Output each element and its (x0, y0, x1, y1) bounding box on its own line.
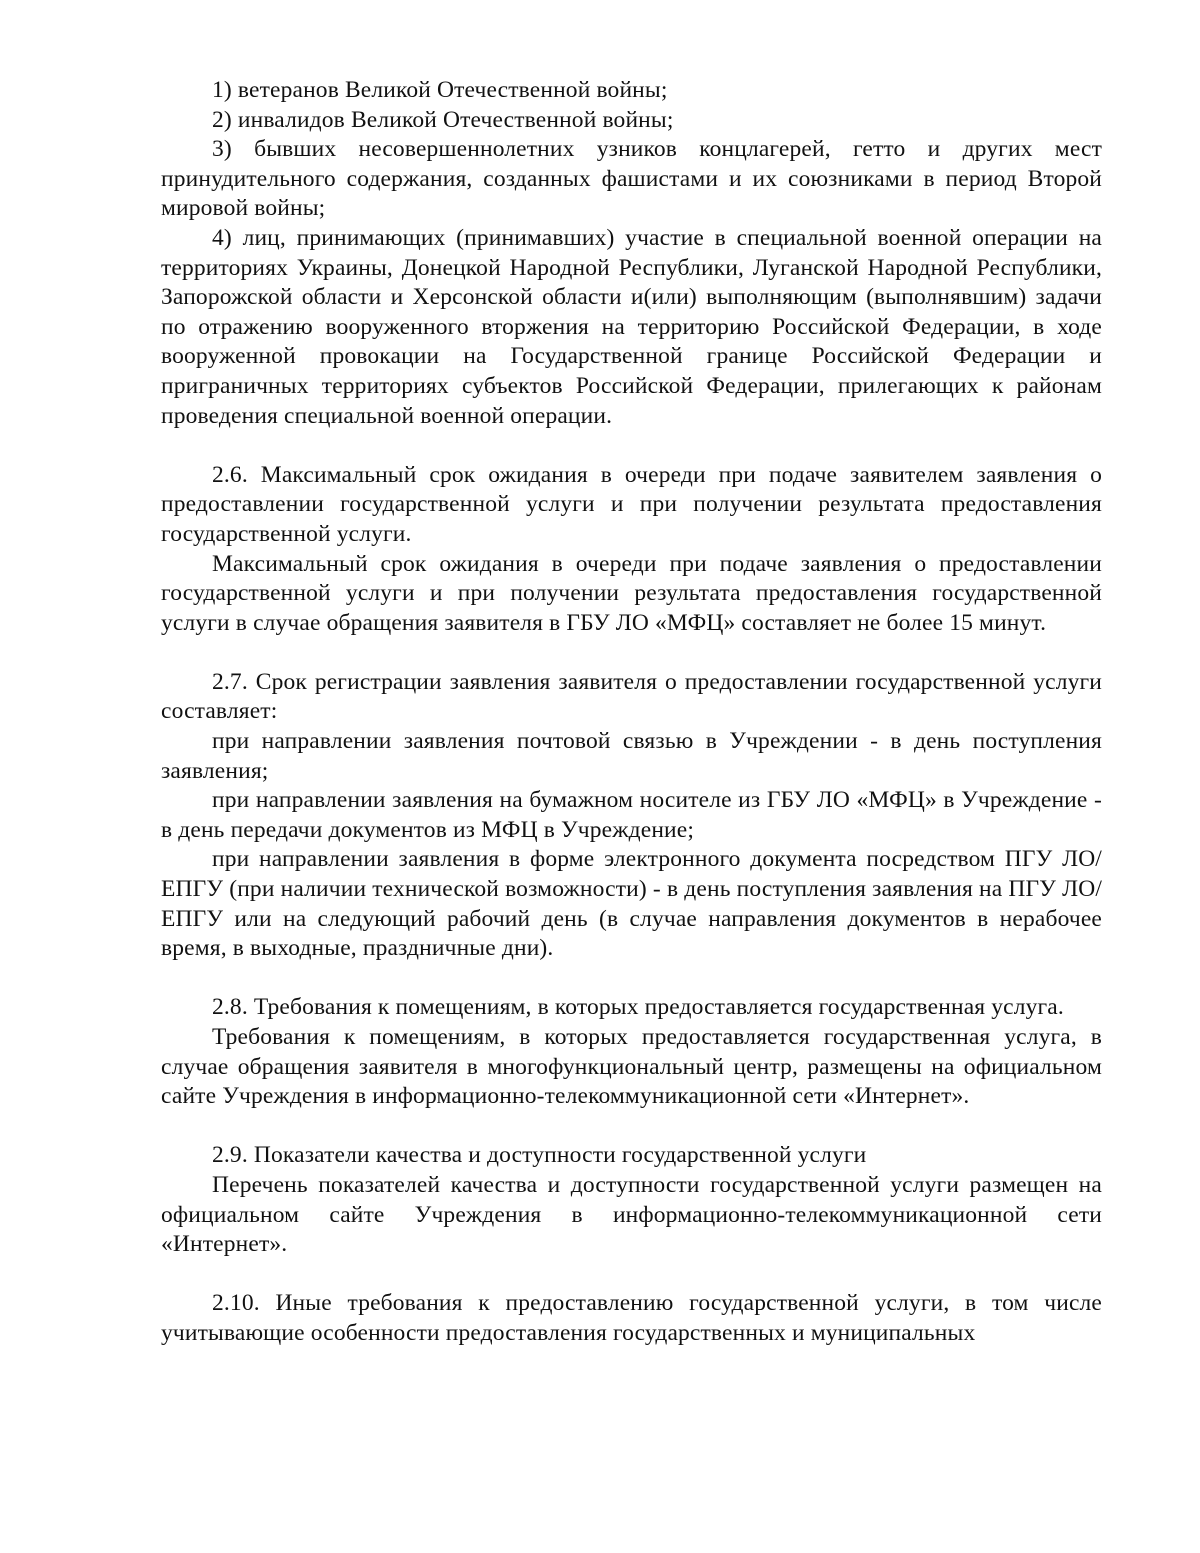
section-2-10-heading: 2.10. Иные требования к предоставлению государственной услуги, в том числе учитывающие особенности предоставления государственных и муниципальных (161, 1290, 1102, 1346)
section-2-7-heading: 2.7. Срок регистрации заявления заявителя о предоставлении государственной услуги составляет: (161, 668, 1102, 725)
section-2-9-heading: 2.9. Показатели качества и доступности государственной услуги (212, 1142, 867, 1169)
section-2-8-heading: 2.8. Требования к помещениям, в которых предоставляется государственная услуга. (212, 994, 1064, 1021)
section-2-6-heading: 2.6. Максимальный срок ожидания в очереди при подаче заявителем заявления о предоставлении государственной услуги и при получении результата предоставления государственной услуги. (161, 461, 1102, 547)
list-item-veterans: 1) ветеранов Великой Отечественной войны; (212, 77, 668, 103)
document-body (161, 76, 1102, 1349)
list-item-former-prisoners: 3) бывших несовершеннолетних узников концлагерей, гетто и других мест принудительного содержания, созданных фашистами и их союзниками в период Второй мировой войны; (161, 136, 1102, 222)
section-2-6-body: Максимальный срок ожидания в очереди при подаче заявления о предоставлении государственной услуги и при получении результата предоставления государственной услуги в случае обращения заявителя в ГБУ ЛО «МФЦ» составляет не более 15 минут. (161, 550, 1102, 636)
section-2-7-electronic: при направлении заявления в форме электронного документа посредством ПГУ ЛО/ЕПГУ (при наличии технической возможности) - в день поступления заявления на ПГУ ЛО/ЕПГУ или на следующий рабочий день (в случае направления документов в нерабочее время, в выходные, праздничные дни). (161, 846, 1102, 962)
list-item-war-invalids: 2) инвалидов Великой Отечественной войны; (212, 106, 674, 133)
section-2-8-body: Требования к помещениям, в которых предоставляется государственная услуга, в случае обращения заявителя в многофункциональный центр, размещены на официальном сайте Учреждения в информационно-телекоммуникационной сети «Интернет». (161, 1024, 1102, 1110)
section-2-9-body: Перечень показателей качества и доступности государственной услуги размещен на официальном сайте Учреждения в информационно-телекоммуникационной сети «Интернет». (161, 1171, 1102, 1258)
list-item-svo-participants: 4) лиц, принимающих (принимавших) участие в специальной военной операции на территориях Украины, Донецкой Народной Республики, Луганской Народной Республики, Запорожской области и Херсонской области и(или) выполняющим (выполнявшим) задачи по отражению вооруженного вторжения на территорию Российской Федерации, в ходе вооруженной провокации на Государственной границе Российской Федерации и приграничных территориях субъектов Российской Федерации, прилегающих к районам проведения специальной военной операции. (161, 224, 1102, 429)
section-2-7-paper: при направлении заявления на бумажном носителе из ГБУ ЛО «МФЦ» в Учреждение - в день передачи документов из МФЦ в Учреждение; (161, 787, 1102, 843)
section-2-7-postal: при направлении заявления почтовой связью в Учреждении - в день поступления заявления; (161, 728, 1102, 784)
